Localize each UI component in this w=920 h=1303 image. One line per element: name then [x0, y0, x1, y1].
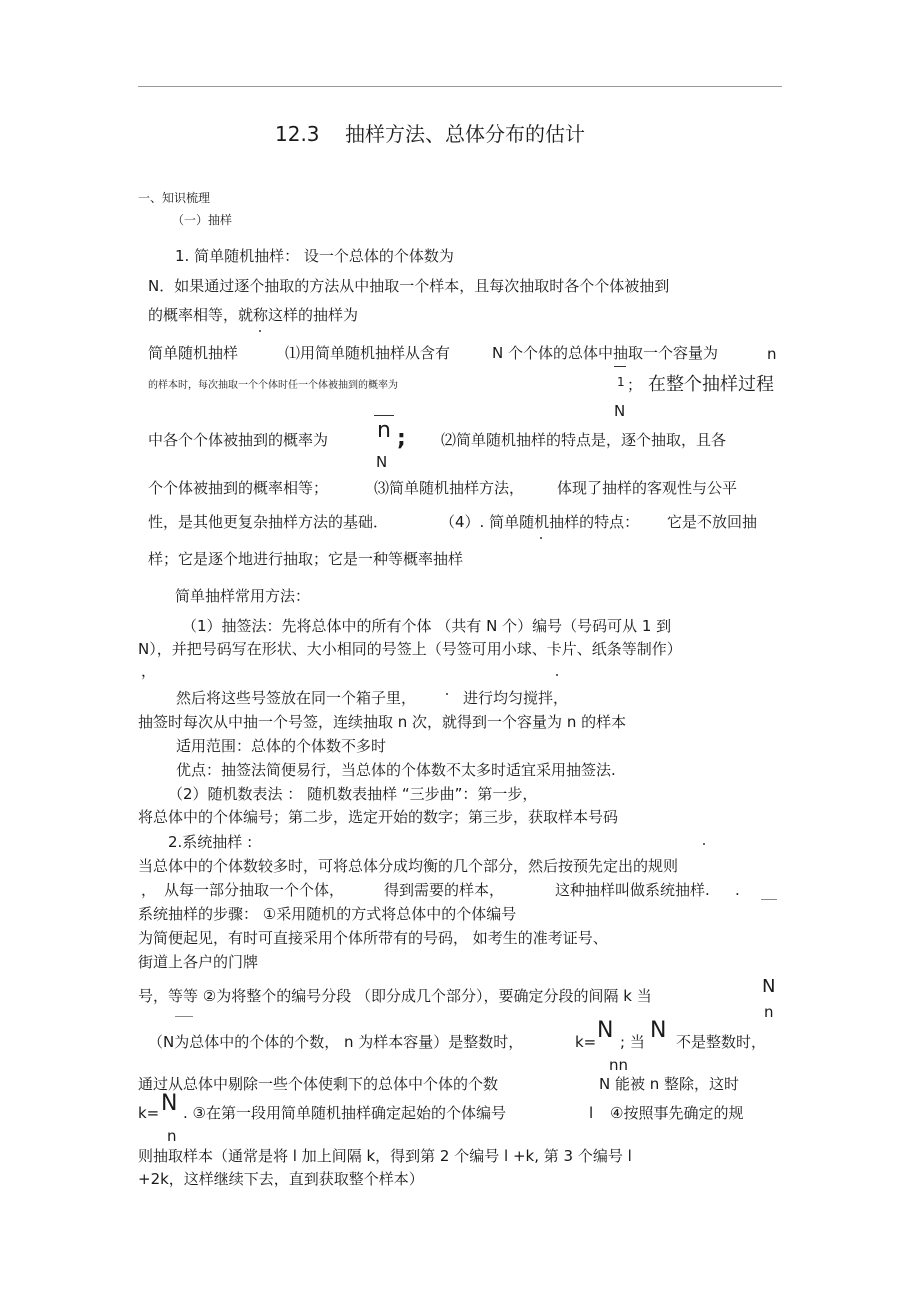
text-line: （N为总体中的个体的个数， n 为样本容量）是整数时，	[148, 1033, 524, 1051]
text-line: N 能被 n 整除，这时	[599, 1075, 740, 1093]
text-line: ；	[627, 376, 643, 394]
text-line: 1. 简单随机抽样： 设一个总体的个体数为	[175, 247, 454, 265]
text-line: 街道上各户的门牌	[138, 953, 259, 971]
section-heading: 一、知识梳理	[138, 191, 211, 205]
fraction-numerator: 1	[617, 375, 625, 389]
text-line: 号，等等 ②为将整个的编号分段 （即分成几个部分），要确定分段的间隔 k 当	[138, 987, 652, 1005]
text-line: 则抽取样本（通常是将 l 加上间隔 k，得到第 2 个编号 l +k, 第 3 个编号 l	[138, 1147, 632, 1165]
text-line: N．如果通过逐个抽取的方法从中抽取一个样本，且每次抽取时各个个体被抽到	[148, 277, 670, 295]
text-line: 个个体被抽到的概率相等；	[148, 479, 329, 497]
text-line: 的样本时，每次抽取一个个体时任一个体被抽到的概率为	[148, 380, 398, 391]
math-var: n	[767, 345, 777, 363]
fraction-denominator: N	[376, 453, 388, 471]
fraction-denominator: nn	[609, 1056, 629, 1074]
text-line: 简单抽样常用方法：	[175, 587, 311, 605]
text-line: 将总体中的个体编号；第二步，选定开始的数字；第三步，获取样本号码	[138, 808, 619, 826]
text-line: ; 当	[620, 1033, 645, 1051]
section-number: 12.3	[275, 122, 320, 146]
text-line: 抽签时每次从中抽一个号签，连续抽取 n 次，就得到一个容量为 n 的样本	[138, 713, 627, 731]
text-line: ，	[141, 662, 157, 680]
text-line: 性，是其他更复杂抽样方法的基础．	[148, 513, 389, 531]
decorative-dash	[175, 1016, 193, 1017]
text-line: 体现了抽样的客观性与公平	[557, 479, 738, 497]
header-rule	[138, 86, 782, 87]
text-line: ④按照事先确定的规	[610, 1104, 744, 1122]
fraction-numerator: n	[377, 418, 391, 443]
semicolon: ;	[397, 426, 406, 451]
math-expr: k=	[138, 1104, 160, 1122]
text-line: . ③在第一段用简单随机抽样确定起始的个体编号	[183, 1104, 506, 1122]
emphasis-dot	[703, 843, 705, 845]
text-line: （4）. 简单随机抽样的特点：	[440, 513, 640, 531]
text-line: 不是整数时，	[676, 1033, 767, 1051]
emphasis-dot	[259, 330, 261, 332]
text-line: 中各个个体被抽到的概率为	[148, 431, 329, 449]
text-line: 然后将这些号签放在同一个箱子里，	[176, 689, 417, 707]
subsection-heading: （一）抽样	[172, 213, 233, 227]
math-expr: k=	[575, 1033, 597, 1051]
fraction-denominator: n	[167, 1127, 177, 1145]
text-line: 进行均匀搅拌，	[463, 689, 569, 707]
text-line: 得到需要的样本，	[384, 881, 505, 899]
emphasis-dot	[446, 693, 448, 695]
text-line: （1）抽签法：先将总体中的所有个体 （共有 N 个）编号（号码可从 1 到	[182, 617, 672, 635]
text-line: 从每一部分抽取一个个体，	[164, 881, 345, 899]
fraction-numerator: N	[161, 1091, 178, 1116]
text-line: +2k，这样继续下去，直到获取整个样本）	[138, 1170, 424, 1188]
text-line: N），并把号码写在形状、大小相同的号签上（号签可用小球、卡片、纸条等制作）	[138, 640, 682, 658]
subsection-heading: 2.系统抽样 :	[168, 833, 253, 851]
text-line: 当总体中的个体数较多时，可将总体分成均衡的几个部分，然后按预先定出的规则	[138, 857, 679, 875]
fraction-bar	[374, 415, 394, 416]
emphasis-dot	[540, 537, 542, 539]
fraction-numerator: N	[650, 1018, 667, 1043]
text-line: 优点：抽签法简便易行，当总体的个体数不太多时适宜采用抽签法.	[176, 761, 616, 779]
term: 简单随机抽样	[148, 344, 239, 362]
text-line: ⑴用简单随机抽样从含有	[285, 344, 451, 362]
emphasis-dot	[556, 674, 558, 676]
text-line: 系统抽样的步骤： ①采用随机的方式将总体中的个体编号	[138, 905, 517, 923]
decorative-dash	[761, 899, 777, 900]
fraction-denominator: n	[764, 1003, 774, 1021]
fraction-numerator: N	[762, 976, 776, 997]
text-line: 适用范围：总体的个体数不多时	[176, 737, 387, 755]
text-line: 通过从总体中剔除一些个体使剩下的总体中个体的个数	[138, 1075, 499, 1093]
text-line: 的概率相等，就称这样的抽样为	[148, 306, 359, 324]
text-line: ⑵简单随机抽样的特点是，逐个抽取，且各	[441, 431, 727, 449]
text-line: N 个个体的总体中抽取一个容量为	[492, 344, 718, 362]
text-line: .	[735, 881, 740, 899]
text-line: 在整个抽样过程	[648, 374, 774, 395]
fraction-bar	[614, 366, 626, 367]
text-line: ⑶简单随机抽样方法，	[374, 479, 525, 497]
page-title: 抽样方法、总体分布的估计	[345, 122, 585, 146]
text-line: 为简便起见，有时可直接采用个体所带有的号码， 如考生的准考证号、	[138, 929, 608, 947]
text-line: 它是不放回抽	[667, 513, 758, 531]
text-line: ，	[141, 881, 157, 899]
text-line: （2）随机数表法 ： 随机数表抽样 “三步曲”：第一步，	[168, 785, 538, 803]
fraction-denominator: N	[614, 402, 626, 420]
math-var: l	[589, 1104, 594, 1122]
text-line: 样；它是逐个地进行抽取；它是一种等概率抽样	[148, 550, 464, 568]
fraction-numerator: N	[597, 1018, 614, 1043]
text-line: 这种抽样叫做系统抽样.	[555, 881, 710, 899]
